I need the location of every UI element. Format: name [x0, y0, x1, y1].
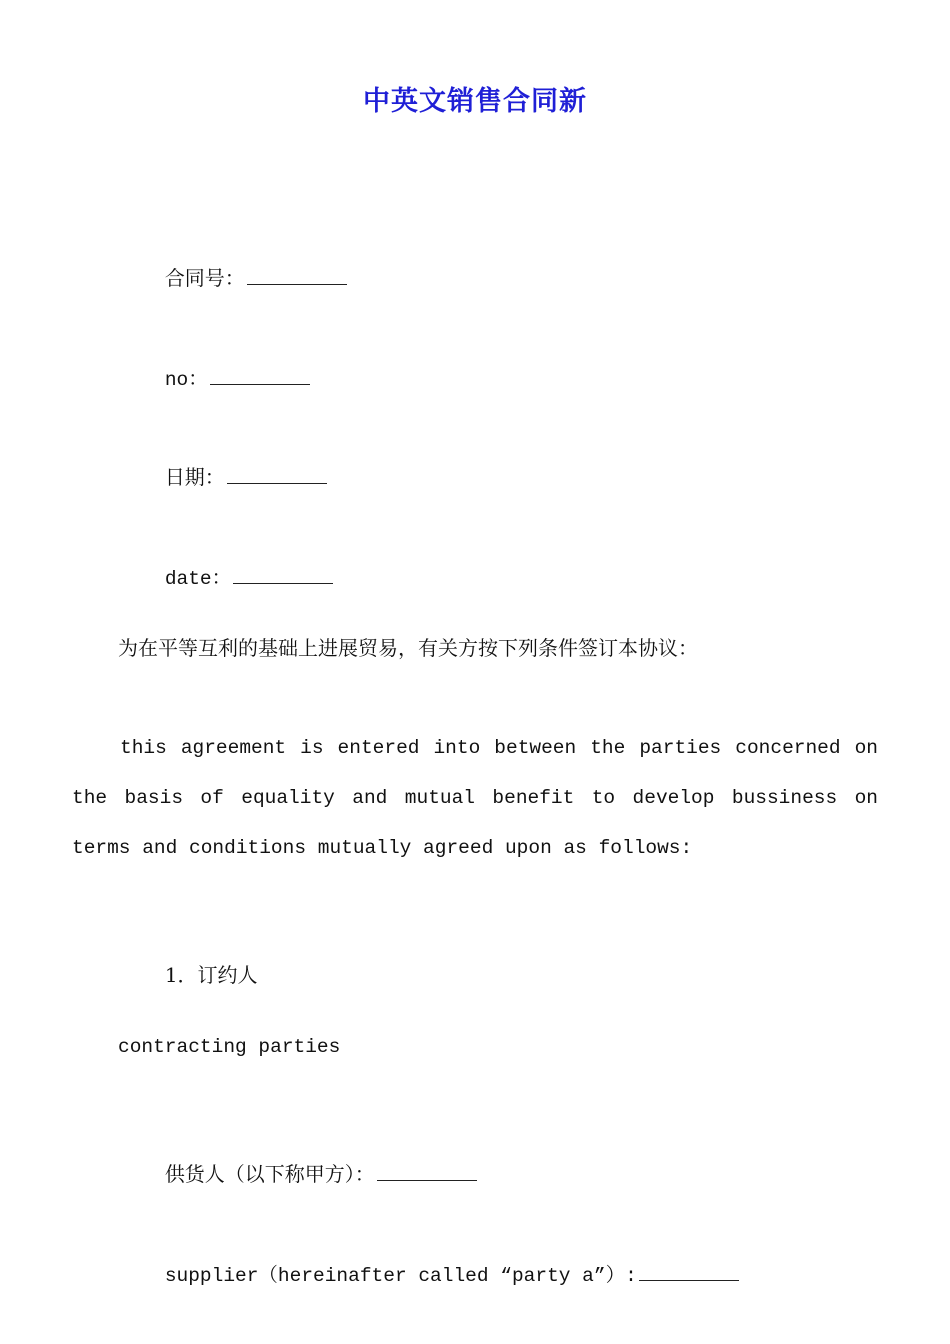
section-1-en: contracting parties: [118, 1036, 341, 1058]
date-label: date：: [164, 568, 232, 590]
section-1-heading: [118, 933, 258, 1019]
supplier-en-line: [118, 1232, 739, 1318]
contract-no-label: 合同号：: [164, 266, 245, 290]
date-line: [118, 535, 333, 621]
intro-cn: 为在平等互利的基础上进展贸易，有关方按下列条件签订本协议：: [118, 636, 698, 660]
contract-no-blank: [247, 264, 347, 285]
section-1-heading-text: 1．订约人: [164, 963, 258, 987]
no-blank: [210, 364, 310, 385]
supplier-en-blank: [639, 1260, 739, 1281]
date-cn-line: [118, 435, 327, 521]
date-cn-blank: [227, 463, 327, 484]
document-title: 中英文销售合同新: [363, 86, 587, 117]
supplier-cn-line: [118, 1132, 477, 1218]
date-cn-label: 日期：: [164, 465, 225, 489]
contract-no-line: [118, 236, 347, 322]
date-blank: [233, 563, 333, 584]
supplier-cn-label: 供货人（以下称甲方）：: [164, 1162, 375, 1186]
intro-en: this agreement is entered into between the parties concerned on the basis of equality and mutual benefit to develop bussiness on terms and conditions mutually agreed upon as follows:: [72, 737, 878, 859]
supplier-en-label: supplier（hereinafter called “party a”）:: [164, 1265, 637, 1287]
supplier-cn-blank: [377, 1160, 477, 1181]
no-label: no：: [164, 369, 208, 391]
no-line: [118, 336, 310, 422]
